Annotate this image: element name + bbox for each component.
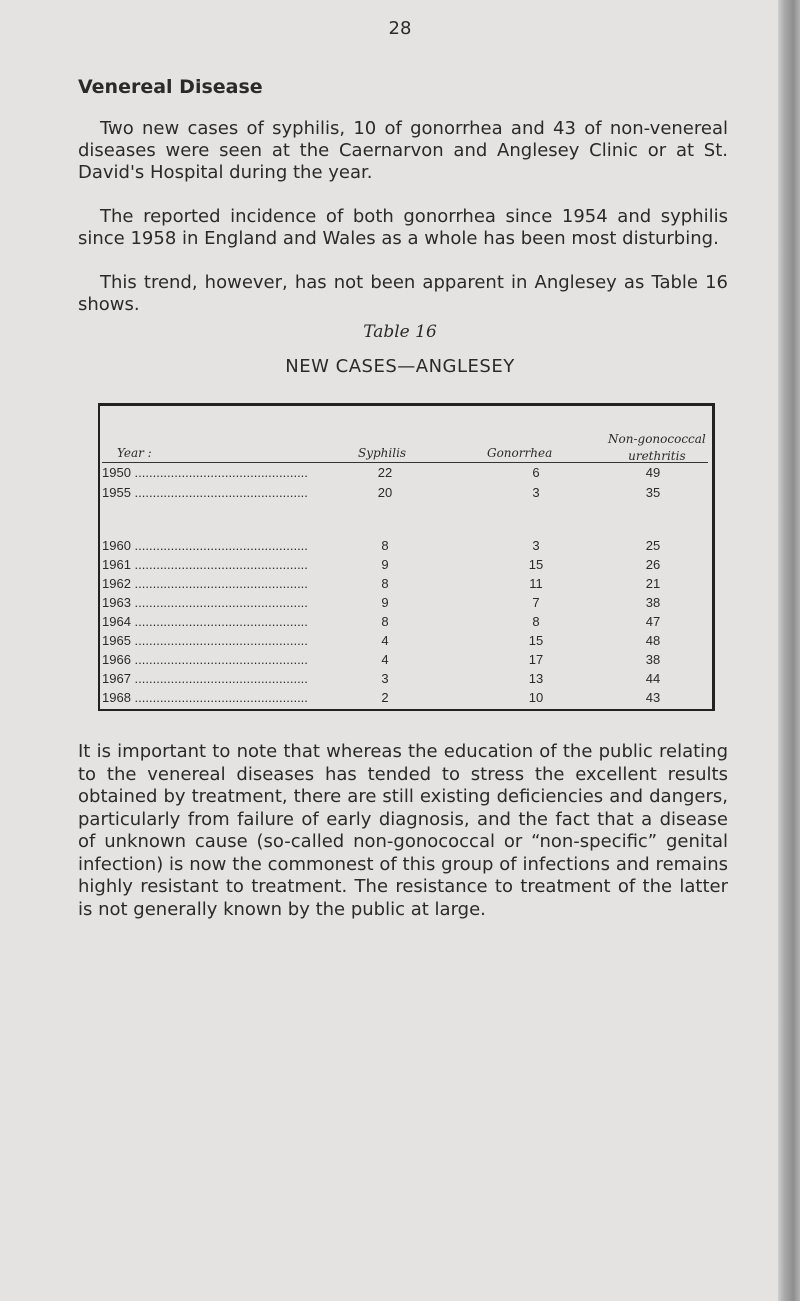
cell-ngu: 48 <box>645 633 661 648</box>
cell-gonorrhea: 17 <box>528 652 544 667</box>
header-gonorrhea: Gonorrhea <box>487 446 553 460</box>
table-row <box>100 614 712 630</box>
header-ngu-line2: urethritis <box>628 449 686 463</box>
cell-year: 1967 ................................................ <box>102 671 308 686</box>
cell-syphilis: 4 <box>381 633 389 648</box>
table-row <box>100 485 712 501</box>
cell-gonorrhea: 15 <box>528 633 544 648</box>
header-year: Year : <box>117 446 152 460</box>
cell-gonorrhea: 8 <box>532 614 540 629</box>
new-cases-table <box>98 403 715 711</box>
book-spine-edge <box>778 0 800 1301</box>
paragraph-education-note: It is important to note that whereas the education of the public relating to the venereal diseases has tended to stress the excellent results obtained by treatment, there are still existing deficiencies and dangers, particularly from failure of early diagnosis, and the fact that a disease of unknown cause (so-called non-gonococcal or “non-specific” genital infection) is now the commonest of this group of infections and remains highly resistant to treatment. The resistance to treatment of the latter is not generally known by the public at large. <box>78 741 728 920</box>
cell-year: 1960 ................................................ <box>102 538 308 553</box>
table-row <box>100 690 712 706</box>
cell-year: 1950 ................................................ <box>102 465 308 480</box>
cell-gonorrhea: 13 <box>528 671 544 686</box>
cell-year: 1961 ................................................ <box>102 557 308 572</box>
cell-syphilis: 2 <box>381 690 389 705</box>
table-row <box>100 671 712 687</box>
section-heading: Venereal Disease <box>78 76 263 98</box>
cell-syphilis: 8 <box>381 576 389 591</box>
cell-syphilis: 20 <box>377 485 393 500</box>
cell-syphilis: 4 <box>381 652 389 667</box>
header-syphilis: Syphilis <box>358 446 407 460</box>
cell-year: 1963 ................................................ <box>102 595 308 610</box>
cell-year: 1962 ................................................ <box>102 576 308 591</box>
cell-gonorrhea: 3 <box>532 538 540 553</box>
cell-year: 1965 ................................................ <box>102 633 308 648</box>
table-row <box>100 557 712 573</box>
cell-gonorrhea: 10 <box>528 690 544 705</box>
cell-ngu: 21 <box>645 576 661 591</box>
cell-syphilis: 9 <box>381 557 389 572</box>
table-row <box>100 576 712 592</box>
cell-ngu: 44 <box>645 671 661 686</box>
cell-ngu: 25 <box>645 538 661 553</box>
cell-gonorrhea: 6 <box>532 465 540 480</box>
cell-syphilis: 8 <box>381 614 389 629</box>
table-row <box>100 465 712 481</box>
cell-gonorrhea: 3 <box>532 485 540 500</box>
header-ngu-line1: Non-gonococcal <box>608 432 706 446</box>
cell-ngu: 38 <box>645 652 661 667</box>
table-row <box>100 652 712 668</box>
cell-year: 1968 ................................................ <box>102 690 308 705</box>
cell-gonorrhea: 15 <box>528 557 544 572</box>
cell-syphilis: 8 <box>381 538 389 553</box>
paragraph-trend: This trend, however, has not been apparent in Anglesey as Table 16 shows. <box>78 272 728 315</box>
cell-year: 1966 ................................................ <box>102 652 308 667</box>
paragraph-cases-seen: Two new cases of syphilis, 10 of gonorrhea and 43 of non-venereal diseases were seen at the Caernarvon and Anglesey Clinic or at St. David's Hospital during the year. <box>78 118 728 183</box>
cell-year: 1955 ................................................ <box>102 485 308 500</box>
table-row <box>100 633 712 649</box>
cell-ngu: 26 <box>645 557 661 572</box>
cell-ngu: 49 <box>645 465 661 480</box>
cell-ngu: 47 <box>645 614 661 629</box>
cell-year: 1964 ................................................ <box>102 614 308 629</box>
cell-gonorrhea: 7 <box>532 595 540 610</box>
cell-ngu: 35 <box>645 485 661 500</box>
cell-ngu: 38 <box>645 595 661 610</box>
cell-syphilis: 3 <box>381 671 389 686</box>
table-row <box>100 538 712 554</box>
page-number: 28 <box>388 18 412 39</box>
table-title: NEW CASES—ANGLESEY <box>285 356 515 377</box>
header-non-gonococcal-urethritis <box>608 431 706 465</box>
cell-ngu: 43 <box>645 690 661 705</box>
cell-syphilis: 9 <box>381 595 389 610</box>
table-label: Table 16 <box>363 322 437 342</box>
cell-syphilis: 22 <box>377 465 393 480</box>
cell-gonorrhea: 11 <box>529 576 543 591</box>
paragraph-incidence: The reported incidence of both gonorrhea since 1954 and syphilis since 1958 in England and Wales as a whole has been most disturbing. <box>78 206 728 249</box>
header-rule <box>102 462 708 463</box>
table-row <box>100 595 712 611</box>
